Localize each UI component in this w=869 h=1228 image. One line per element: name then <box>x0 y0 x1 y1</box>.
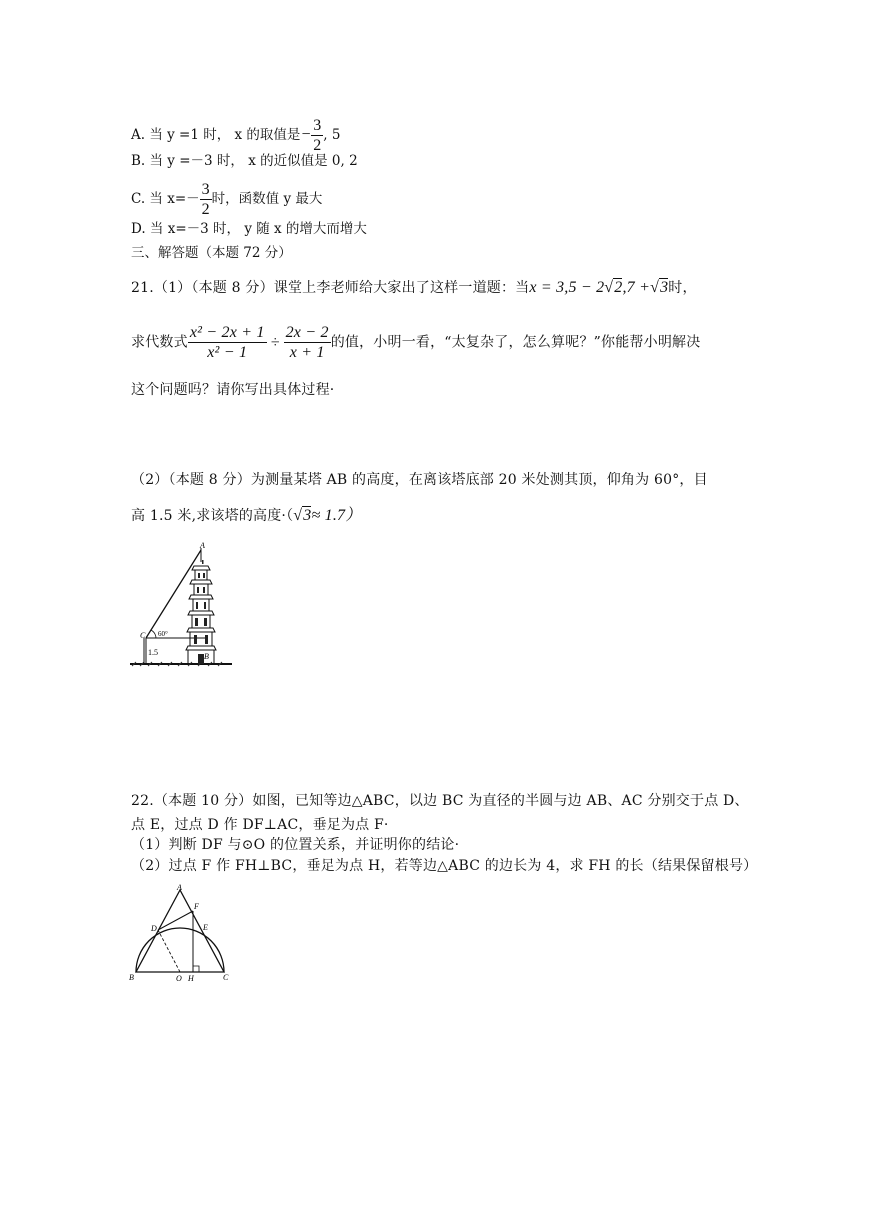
q22-line1: 22.（本题 10 分）如图，已知等边△ABC，以边 BC 为直径的半圆与边 AB、AC 分别交于点 D、 <box>131 793 749 809</box>
label-d: D <box>151 924 157 933</box>
label-e: E <box>203 923 208 932</box>
q21-line3: 这个问题吗？请你写出具体过程· <box>131 382 335 398</box>
pagoda-figure <box>128 540 238 670</box>
q21-line1: 21.（1）（本题 8 分）课堂上李老师给大家出了这样一道题：当x = 3,5 − 2√2,7 +√3时， <box>131 279 697 296</box>
label-b: B <box>204 652 209 661</box>
q21-part2-line2: 高 1.5 米,求该塔的高度·（√3≈ 1.7） <box>131 507 362 524</box>
label-a: A <box>177 884 182 892</box>
label-h: H <box>188 974 194 983</box>
section-title: 三、解答题（本题 72 分） <box>131 245 292 261</box>
q22-line4: （2）过点 F 作 FH⊥BC，垂足为点 H，若等边△ABC 的边长为 4，求 FH 的长（结果保留根号） <box>131 858 758 874</box>
option-a-fraction: $\frac{3}{2}$ <box>313 117 322 154</box>
label-a: A <box>200 541 205 550</box>
label-b: B <box>129 973 134 982</box>
option-c-fraction: $\frac{3}{2}$ <box>201 181 210 218</box>
label-angle: 60° <box>158 630 168 638</box>
label-c: C <box>223 973 229 982</box>
option-d: D. 当 x=－3 时， y 随 x 的增大而增大 <box>131 221 367 237</box>
label-height: 1.5 <box>148 648 158 657</box>
option-a: A. 当 y =1 时， x 的取值是− $\frac{3}{2}$ , 5 <box>131 117 341 154</box>
q21-part2-line1: （2）（本题 8 分）为测量某塔 AB 的高度，在离该塔底部 20 米处测其顶，仰角为 60°，目 <box>131 472 708 488</box>
q22-line2: 点 E，过点 D 作 DF⊥AC，垂足为点 F· <box>131 817 389 833</box>
label-c: C <box>140 631 146 640</box>
option-b: B. 当 y =－3 时， x 的近似值是 0, 2 <box>131 153 358 169</box>
q21-line2: 求代数式 $\frac{\text{x² − 2x + 1}}{\text{x² − 1}}$ ÷ $\frac{2x - 2}{x + 1}$ 的值，小明一看，“太复杂了，怎么算呢？”你能帮小明解决 <box>131 324 701 361</box>
option-c: C. 当 x=－ $\frac{3}{2}$ 时，函数值 y 最大 <box>131 181 323 218</box>
triangle-semicircle-figure <box>126 884 236 984</box>
q21-fraction-1: $\frac{\text{x² − 2x + 1}}{\text{x² − 1}}$ <box>189 324 265 361</box>
label-o: O <box>176 974 182 983</box>
label-f: F <box>194 902 199 911</box>
option-a-text: A. 当 y =1 时， x 的取值是 <box>131 127 301 143</box>
q22-line3: （1）判断 DF 与⊙O 的位置关系，并证明你的结论· <box>131 837 460 853</box>
q21-fraction-2: $\frac{2x - 2}{x + 1}$ <box>285 324 329 361</box>
